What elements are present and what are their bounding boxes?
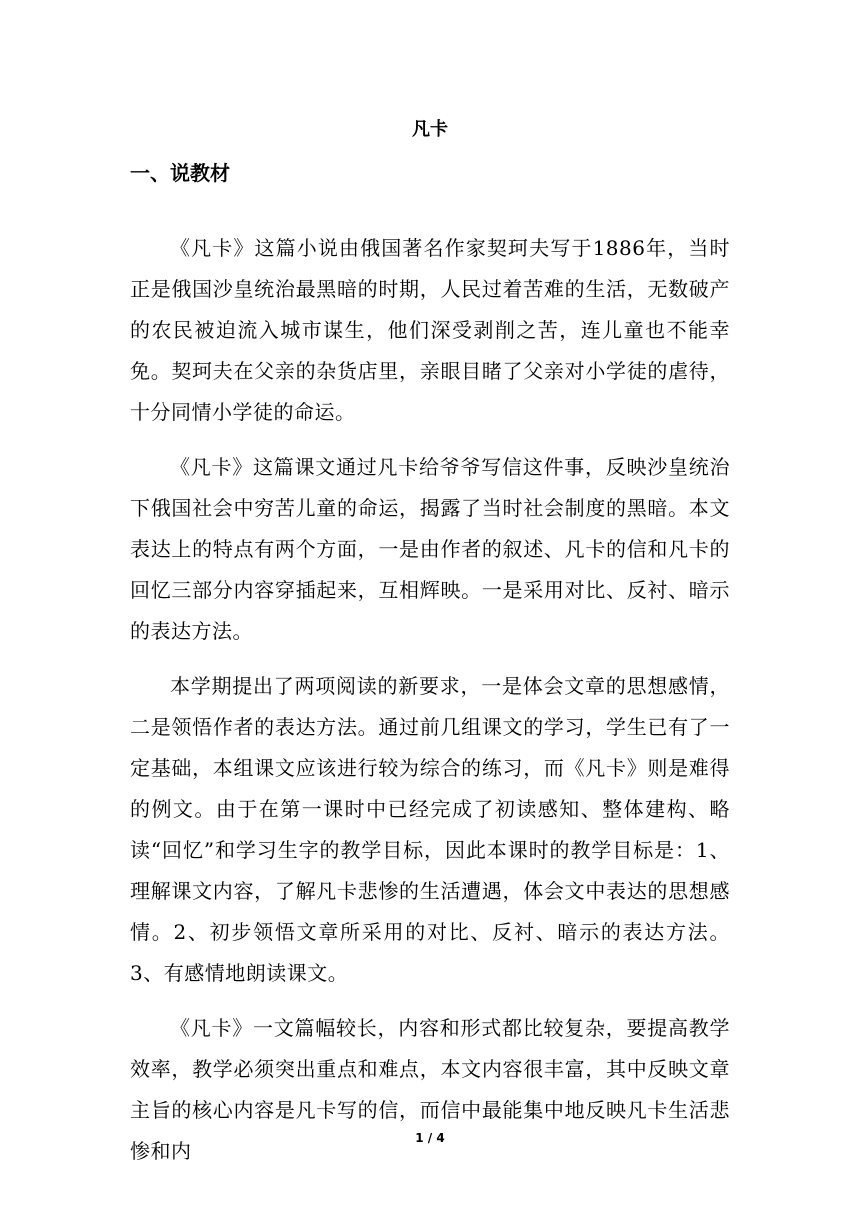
body-text: [130, 228, 730, 1186]
paragraph: 《凡卡》这篇小说由俄国著名作家契珂夫写于1886年，当时正是俄国沙皇统治最黑暗的时期，人民过着苦难的生活，无数破产的农民被迫流入城市谋生，他们深受剥削之苦，连儿童也不能幸免。契珂夫在父亲的杂货店里，亲眼目睹了父亲对小学徒的虐待，十分同情小学徒的命运。: [130, 236, 730, 424]
section-heading: 一、说教材: [130, 161, 230, 185]
paragraph: 《凡卡》一文篇幅较长，内容和形式都比较复杂，要提高教学效率，教学必须突出重点和难点，本文内容很丰富，其中反映文章主旨的核心内容是凡卡写的信，而信中最能集中地反映凡卡生活悲惨和内: [130, 1016, 730, 1163]
paragraph: 本学期提出了两项阅读的新要求，一是体会文章的思想感情，二是领悟作者的表达方法。通过前几组课文的学习，学生已有了一定基础，本组课文应该进行较为综合的练习，而《凡卡》则是难得的例文。由于在第一课时中已经完成了初读感知、整体建构、略读“回忆”和学习生字的教学目标，因此本课时的教学目标是：1、理解课文内容，了解凡卡悲惨的生活遭遇，体会文中表达的思想感情。2、初步领悟文章所采用的对比、反衬、暗示的表达方法。3、有感情地朗读课文。: [130, 674, 730, 985]
document-title: 凡卡: [412, 119, 448, 140]
paragraph: 《凡卡》这篇课文通过凡卡给爷爷写信这件事，反映沙皇统治下俄国社会中穷苦儿童的命运，揭露了当时社会制度的黑暗。本文表达上的特点有两个方面，一是由作者的叙述、凡卡的信和凡卡的回忆三部分内容穿插起来，互相辉映。一是采用对比、反衬、暗示的表达方法。: [130, 455, 730, 643]
page-number: 1 / 4: [415, 1131, 445, 1145]
